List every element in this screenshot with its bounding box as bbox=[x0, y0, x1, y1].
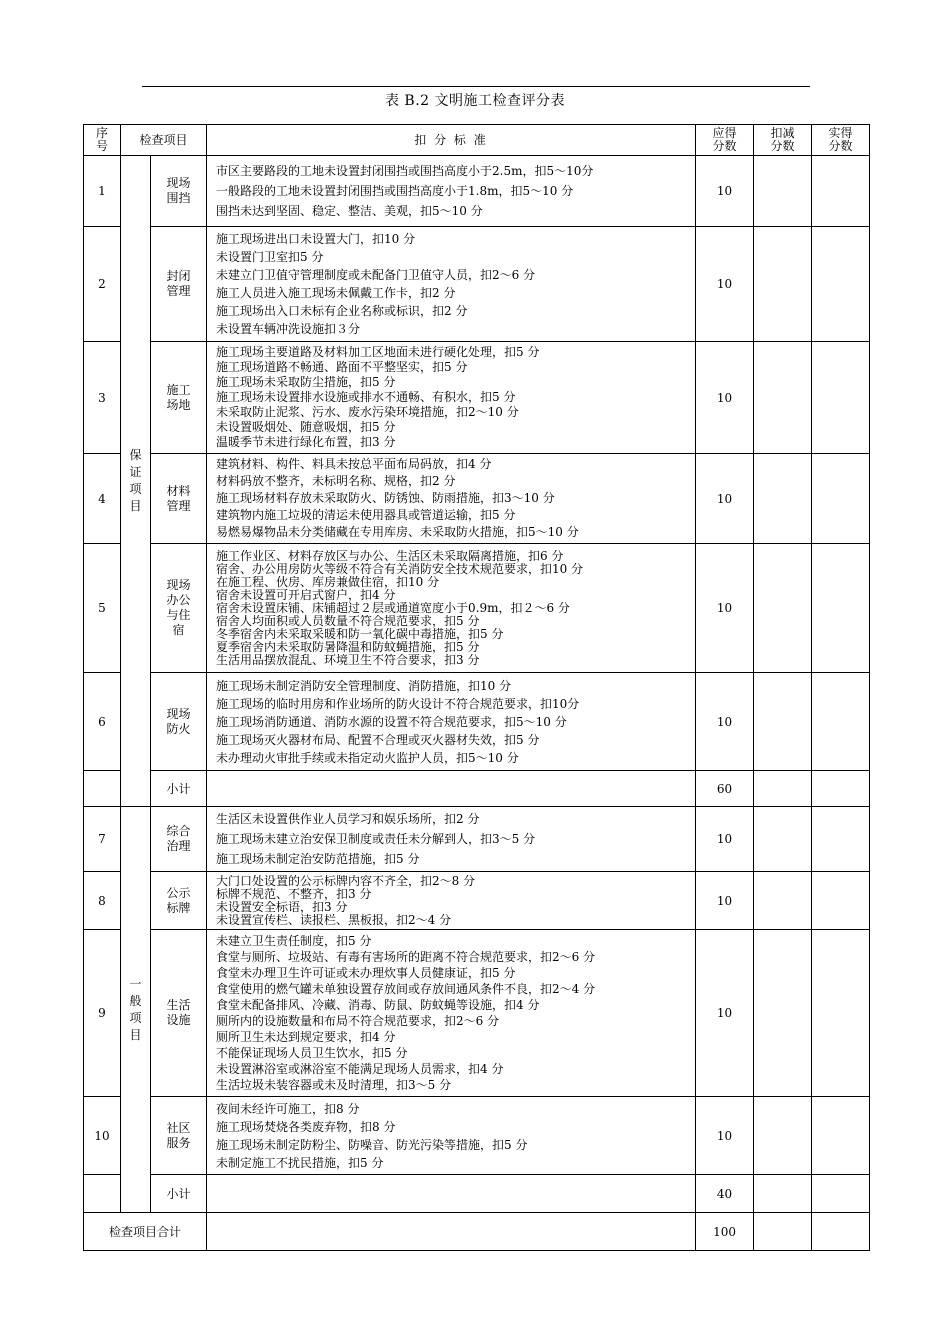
criteria-line: 未设置淋浴室或淋浴室不能满足现场人员需求，扣4 分 bbox=[216, 1062, 504, 1076]
actual-score-input[interactable] bbox=[812, 673, 870, 771]
criteria-line: 不能保证现场人员卫生饮水，扣5 分 bbox=[216, 1046, 408, 1060]
criteria-line: 施工人员进入施工现场未佩戴工作卡，扣2 分 bbox=[216, 286, 456, 300]
actual-score-input[interactable] bbox=[812, 872, 870, 930]
actual-score-input[interactable] bbox=[812, 544, 870, 673]
item-name-text: 现场防火 bbox=[166, 706, 191, 736]
item-name bbox=[151, 544, 207, 673]
table-row bbox=[84, 454, 870, 544]
criteria-line: 未设置车辆冲洗设施扣３分 bbox=[216, 322, 361, 336]
criteria-line: 施工现场出入口未标有企业名称或标识，扣2 分 bbox=[216, 304, 468, 318]
table-row bbox=[84, 342, 870, 454]
actual-score-input[interactable] bbox=[812, 227, 870, 342]
criteria-line: 施工现场未建立治安保卫制度或责任未分解到人，扣3～5 分 bbox=[216, 832, 536, 846]
criteria-line: 生活用品摆放混乱、环境卫生不符合要求，扣3 分 bbox=[216, 653, 480, 667]
item-name-text: 社区服务 bbox=[166, 1120, 191, 1150]
criteria-line: 宿舍、办公用房防火等级不符合有关消防安全技术规范要求，扣10 分 bbox=[216, 562, 584, 576]
header-due-score: 应得分数 bbox=[696, 125, 754, 156]
deduct-score-input[interactable] bbox=[754, 1097, 812, 1175]
due-score: 10 bbox=[696, 930, 754, 1097]
deduct-score-input[interactable] bbox=[754, 930, 812, 1097]
criteria-line: 温暖季节未进行绿化布置，扣3 分 bbox=[216, 435, 396, 449]
table-row bbox=[84, 673, 870, 771]
criteria-cell bbox=[207, 227, 696, 342]
criteria-line: 施工现场未制定消防安全管理制度、消防措施，扣10 分 bbox=[216, 678, 512, 693]
table-row bbox=[84, 807, 870, 872]
header-deduct-score: 扣减分数 bbox=[754, 125, 812, 156]
due-score: 10 bbox=[696, 673, 754, 771]
criteria-line: 一般路段的工地未设置封闭围挡或围挡高度小于1.8m，扣5～10 分 bbox=[216, 184, 574, 198]
deduct-score-input[interactable] bbox=[754, 771, 812, 807]
actual-score-input[interactable] bbox=[812, 1175, 870, 1213]
criteria-line: 施工现场焚烧各类废弃物，扣8 分 bbox=[216, 1119, 396, 1134]
deduct-score-input[interactable] bbox=[754, 156, 812, 227]
criteria-cell bbox=[207, 1097, 696, 1175]
criteria-cell bbox=[207, 807, 696, 872]
criteria-line: 未设置宣传栏、读报栏、黑板报，扣2～4 分 bbox=[216, 913, 452, 927]
criteria-line: 未设置安全标语，扣3 分 bbox=[216, 900, 348, 914]
subtotal-label: 小计 bbox=[151, 1175, 207, 1213]
deduct-score-input[interactable] bbox=[754, 872, 812, 930]
item-name bbox=[151, 673, 207, 771]
criteria-line: 市区主要路段的工地未设置封闭围挡或围挡高度小于2.5m，扣5～10分 bbox=[216, 164, 594, 178]
item-name bbox=[151, 454, 207, 544]
criteria-line: 未制定施工不扰民措施，扣5 分 bbox=[216, 1155, 384, 1170]
item-name bbox=[151, 1097, 207, 1175]
criteria-line: 夏季宿舍内未采取防暑降温和防蚊蝇措施，扣5 分 bbox=[216, 640, 480, 654]
item-name bbox=[151, 930, 207, 1097]
due-score: 10 bbox=[696, 342, 754, 454]
criteria-line: 食堂与厕所、垃圾站、有毒有害场所的距离不符合规范要求，扣2～6 分 bbox=[216, 950, 596, 964]
table-row bbox=[84, 156, 870, 227]
header-criteria: 扣 分 标 准 bbox=[207, 125, 696, 156]
criteria-line: 生活垃圾未装容器或未及时清理，扣3～5 分 bbox=[216, 1078, 452, 1092]
criteria-line: 宿舍未设置床铺、床铺超过２层或通道宽度小于0.9m，扣２～6 分 bbox=[216, 601, 570, 615]
criteria-line: 在施工程、伙房、库房兼做住宿，扣10 分 bbox=[216, 575, 440, 589]
actual-score-input[interactable] bbox=[812, 771, 870, 807]
criteria-line: 建筑物内施工垃圾的清运未使用器具或管道运输，扣5 分 bbox=[216, 508, 516, 522]
actual-score-input[interactable] bbox=[812, 807, 870, 872]
subtotal-criteria bbox=[207, 1175, 696, 1213]
criteria-line: 易燃易爆物品未分类储藏在专用库房、未采取防火措施，扣5～10 分 bbox=[216, 525, 579, 539]
group-general-label: 一般项目 bbox=[129, 976, 142, 1042]
deduct-score-input[interactable] bbox=[754, 1213, 812, 1251]
criteria-line: 未设置门卫室扣5 分 bbox=[216, 250, 324, 264]
criteria-line: 未建立门卫值守管理制度或未配备门卫值守人员，扣2～6 分 bbox=[216, 268, 536, 282]
item-name bbox=[151, 342, 207, 454]
item-name bbox=[151, 156, 207, 227]
criteria-cell bbox=[207, 156, 696, 227]
item-name-text: 施工场地 bbox=[166, 382, 191, 412]
subtotal-row bbox=[84, 1175, 870, 1213]
total-criteria bbox=[207, 1213, 696, 1251]
subtotal-score: 60 bbox=[696, 771, 754, 807]
table-row bbox=[84, 1097, 870, 1175]
due-score: 10 bbox=[696, 156, 754, 227]
deduct-score-input[interactable] bbox=[754, 544, 812, 673]
subtotal-seq bbox=[84, 771, 121, 807]
row-number: 6 bbox=[84, 673, 121, 771]
criteria-cell bbox=[207, 454, 696, 544]
deduct-score-input[interactable] bbox=[754, 227, 812, 342]
item-name-text: 材料管理 bbox=[166, 483, 191, 513]
criteria-cell bbox=[207, 544, 696, 673]
item-name-text: 现场围挡 bbox=[166, 176, 191, 205]
score-table bbox=[83, 124, 870, 1251]
subtotal-row bbox=[84, 771, 870, 807]
item-name bbox=[151, 227, 207, 342]
row-number: 3 bbox=[84, 342, 121, 454]
criteria-line: 围挡未达到坚固、稳定、整洁、美观，扣5～10 分 bbox=[216, 204, 483, 218]
row-number: 10 bbox=[84, 1097, 121, 1175]
header-actual-score: 实得分数 bbox=[812, 125, 870, 156]
criteria-line: 食堂未办理卫生许可证或未办理炊事人员健康证，扣5 分 bbox=[216, 966, 516, 980]
due-score: 10 bbox=[696, 1097, 754, 1175]
criteria-line: 厕所内的设施数量和布局不符合规范要求，扣2～6 分 bbox=[216, 1014, 500, 1028]
criteria-line: 夜间未经许可施工，扣8 分 bbox=[216, 1101, 360, 1116]
criteria-line: 材料码放不整齐，未标明名称、规格，扣2 分 bbox=[216, 474, 456, 488]
criteria-line: 施工现场的临时用房和作业场所的防火设计不符合规范要求，扣10分 bbox=[216, 696, 580, 711]
row-number: 2 bbox=[84, 227, 121, 342]
page-title: 表 B.2 文明施工检查评分表 bbox=[384, 93, 566, 109]
criteria-cell bbox=[207, 342, 696, 454]
table-row bbox=[84, 544, 870, 673]
criteria-line: 施工现场道路不畅通、路面不平整坚实，扣5 分 bbox=[216, 360, 468, 374]
deduct-score-input[interactable] bbox=[754, 342, 812, 454]
actual-score-input[interactable] bbox=[812, 1213, 870, 1251]
criteria-line: 施工现场未制定防粉尘、防噪音、防光污染等措施，扣5 分 bbox=[216, 1137, 528, 1152]
header-item: 检查项目 bbox=[121, 125, 207, 156]
item-name-text: 公示标牌 bbox=[166, 885, 191, 915]
actual-score-input[interactable] bbox=[812, 1097, 870, 1175]
deduct-score-input[interactable] bbox=[754, 673, 812, 771]
group-guarantee bbox=[121, 156, 151, 807]
item-name-text: 封闭管理 bbox=[166, 269, 191, 298]
deduct-score-input[interactable] bbox=[754, 454, 812, 544]
actual-score-input[interactable] bbox=[812, 342, 870, 454]
row-number: 9 bbox=[84, 930, 121, 1097]
row-number: 4 bbox=[84, 454, 121, 544]
criteria-line: 施工现场未制定治安防范措施，扣5 分 bbox=[216, 852, 420, 866]
table-row bbox=[84, 930, 870, 1097]
actual-score-input[interactable] bbox=[812, 156, 870, 227]
criteria-line: 大门口处设置的公示标牌内容不齐全，扣2～8 分 bbox=[216, 874, 476, 888]
criteria-line: 建筑材料、构件、料具未按总平面布局码放，扣4 分 bbox=[216, 457, 492, 471]
deduct-score-input[interactable] bbox=[754, 1175, 812, 1213]
subtotal-label: 小计 bbox=[151, 771, 207, 807]
criteria-line: 冬季宿舍内未采取采暖和防一氧化碳中毒措施，扣5 分 bbox=[216, 627, 504, 641]
criteria-line: 宿舍未设置可开启式窗户，扣4 分 bbox=[216, 588, 396, 602]
header-seq: 序号 bbox=[84, 125, 121, 156]
due-score: 10 bbox=[696, 872, 754, 930]
criteria-line: 未建立卫生责任制度，扣5 分 bbox=[216, 934, 372, 948]
subtotal-score: 40 bbox=[696, 1175, 754, 1213]
row-number: 7 bbox=[84, 807, 121, 872]
criteria-line: 食堂使用的燃气罐未单独设置存放间或存放间通风条件不良，扣2～4 分 bbox=[216, 982, 596, 996]
table-row bbox=[84, 227, 870, 342]
due-score: 10 bbox=[696, 807, 754, 872]
criteria-line: 施工现场未采取防尘措施，扣5 分 bbox=[216, 375, 396, 389]
criteria-line: 食堂未配备排风、冷藏、消毒、防鼠、防蚊蝇等设施，扣4 分 bbox=[216, 998, 540, 1012]
total-score: 100 bbox=[696, 1213, 754, 1251]
criteria-cell bbox=[207, 872, 696, 930]
row-number: 5 bbox=[84, 544, 121, 673]
table-row bbox=[84, 872, 870, 930]
group-guarantee-label: 保证项目 bbox=[129, 448, 142, 513]
criteria-line: 施工现场进出口未设置大门，扣10 分 bbox=[216, 232, 416, 246]
criteria-line: 厕所卫生未达到规定要求，扣4 分 bbox=[216, 1030, 396, 1044]
due-score: 10 bbox=[696, 227, 754, 342]
item-name-text: 生活设施 bbox=[166, 998, 191, 1027]
item-name-text: 现场办公与住宿 bbox=[166, 578, 191, 637]
item-name-text: 综合治理 bbox=[166, 824, 191, 853]
actual-score-input[interactable] bbox=[812, 454, 870, 544]
criteria-line: 施工现场消防通道、消防水源的设置不符合规范要求，扣5～10 分 bbox=[216, 714, 567, 729]
criteria-cell bbox=[207, 930, 696, 1097]
due-score: 10 bbox=[696, 544, 754, 673]
header-row bbox=[84, 125, 870, 156]
total-row bbox=[84, 1213, 870, 1251]
criteria-line: 未办理动火审批手续或未指定动火监护人员，扣5～10 分 bbox=[216, 750, 519, 765]
criteria-line: 未采取防止泥浆、污水、废水污染环境措施，扣2～10 分 bbox=[216, 405, 519, 419]
criteria-line: 施工现场未设置排水设施或排水不通畅、有积水，扣5 分 bbox=[216, 390, 516, 404]
item-name bbox=[151, 807, 207, 872]
subtotal-seq bbox=[84, 1175, 121, 1213]
row-number: 8 bbox=[84, 872, 121, 930]
actual-score-input[interactable] bbox=[812, 930, 870, 1097]
criteria-line: 宿舍人均面积或人员数量不符合规范要求，扣5 分 bbox=[216, 614, 480, 628]
criteria-line: 施工现场材料存放未采取防火、防锈蚀、防雨措施，扣3～10 分 bbox=[216, 491, 555, 505]
row-number: 1 bbox=[84, 156, 121, 227]
criteria-line: 未设置吸烟处、随意吸烟，扣5 分 bbox=[216, 420, 396, 434]
deduct-score-input[interactable] bbox=[754, 807, 812, 872]
criteria-line: 施工现场主要道路及材料加工区地面未进行硬化处理，扣5 分 bbox=[216, 345, 540, 359]
group-general bbox=[121, 807, 151, 1213]
item-name bbox=[151, 872, 207, 930]
title-rule bbox=[142, 86, 810, 87]
due-score: 10 bbox=[696, 454, 754, 544]
criteria-line: 标牌不规范、不整齐，扣3 分 bbox=[216, 887, 372, 901]
subtotal-criteria bbox=[207, 771, 696, 807]
criteria-line: 生活区未设置供作业人员学习和娱乐场所，扣2 分 bbox=[216, 812, 480, 826]
criteria-line: 施工现场灭火器材布局、配置不合理或灭火器材失效，扣5 分 bbox=[216, 732, 540, 747]
criteria-line: 施工作业区、材料存放区与办公、生活区未采取隔离措施，扣6 分 bbox=[216, 549, 564, 563]
criteria-cell bbox=[207, 673, 696, 771]
total-label: 检查项目合计 bbox=[84, 1213, 207, 1251]
